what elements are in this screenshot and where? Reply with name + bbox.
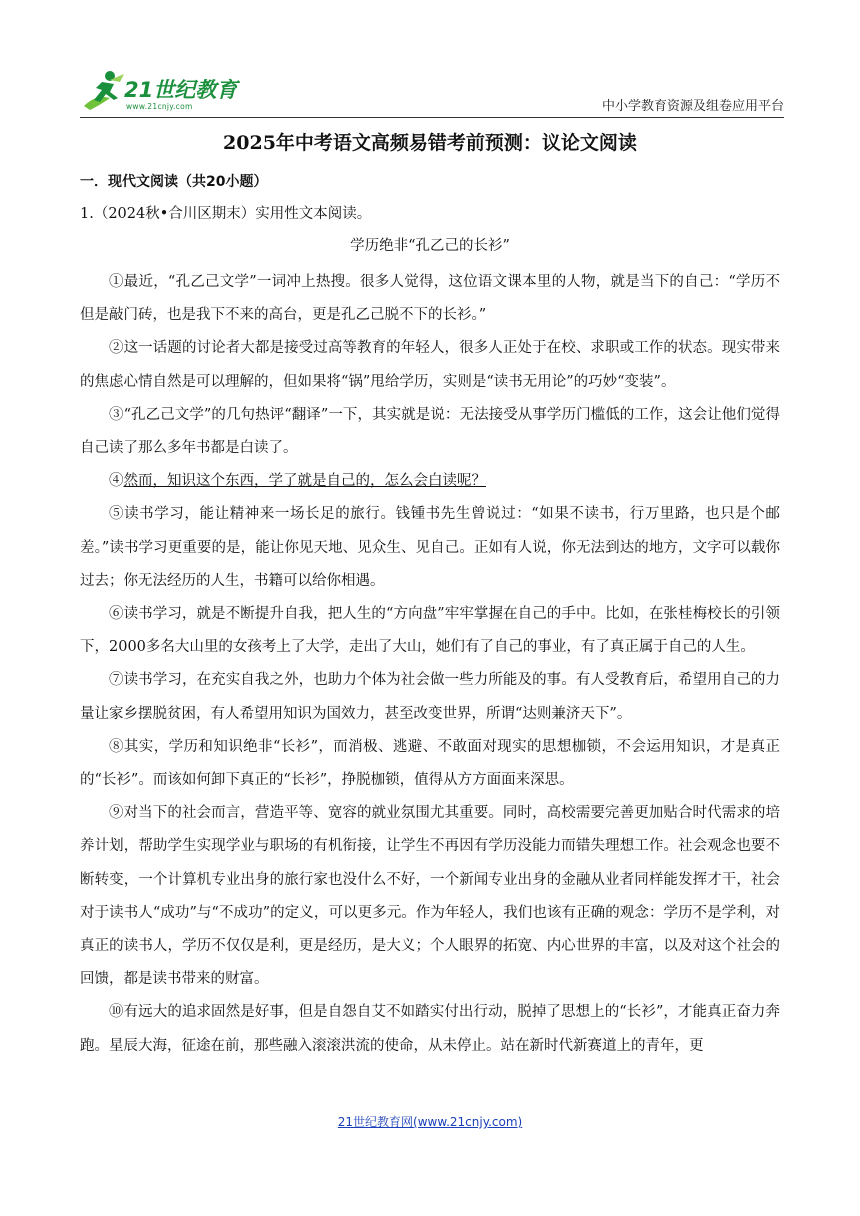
paragraph-10: ⑩有远大的追求固然是好事，但是自怨自艾不如踏实付出行动，脱掉了思想上的“长衫”，才能真正奋力奔跑。星辰大海，征途在前，那些融入滚滚洪流的使命，从未停止。站在新时代新赛道上的青年，更 [80,1004,780,1054]
question-stem: 1.（2024秋•合川区期末）实用性文本阅读。 [80,206,372,222]
paragraph-7: ⑦读书学习，在充实自我之外，也助力个体为社会做一些力所能及的事。有人受教育后，希望用自己的力量让家乡摆脱贫困，有人希望用知识为国效力，甚至改变世界，所谓“达则兼济天下”。 [80,672,780,722]
logo-text: 21世纪教育 [124,78,238,102]
paragraph-number: ④ [109,473,124,490]
platform-name: 中小学教育资源及组卷应用平台 [601,99,784,114]
paragraph-3: ③“孔乙己文学”的几句热评“翻译”一下，其实就是说：无法接受从事学历门槛低的工作，这会让他们觉得自己读了那么多年书都是白读了。 [80,406,780,457]
section-heading: 一．现代文阅读（共20小题） [80,174,268,190]
paragraph-5: ⑤读书学习，能让精神来一场长足的旅行。钱锺书先生曾说过：“如果不读书，行万里路，也只是个邮差。”读书学习更重要的是，能让你见天地、见众生、见自己。正如有人说，你无法到达的地方，文字可以载你过去；你无法经历的人生，书籍可以给你相遇。 [80,506,780,589]
paragraph-8: ⑧其实，学历和知识绝非“长衫”，而消极、逃避、不敢面对现实的思想枷锁，不会运用知识，才是真正的“长衫”。而该如何卸下真正的“长衫”，挣脱枷锁，值得从方方面面来深思。 [80,738,780,789]
header-divider [80,117,784,118]
article-title: 学历绝非“孔乙己的长衫” [350,238,510,254]
logo [80,68,255,114]
underlined-sentence: 然而，知识这个东西，学了就是自己的，怎么会白读呢？ [123,473,486,490]
paragraph-6: ⑥读书学习，就是不断提升自我，把人生的“方向盘”牢牢掌握在自己的手中。比如，在张桂梅校长的引领下，2000多名大山里的女孩考上了大学，走出了大山，她们有了自己的事业，有了真正属于自己的人生。 [80,606,780,656]
page-header [80,62,784,120]
runner-logo-icon [80,68,126,114]
logo-url: www.21cnjy.com [126,102,193,111]
page-title: 2025年中考语文高频易错考前预测：议论文阅读 [223,132,637,154]
paragraph-1: ①最近，“孔乙己文学”一词冲上热搜。很多人觉得，这位语文课本里的人物，就是当下的自己：“学历不但是敲门砖，也是我下不来的高台，更是孔乙己脱不下的长衫。” [80,274,780,324]
paragraph-2: ②这一话题的讨论者大都是接受过高等教育的年轻人，很多人正处于在校、求职或工作的状态。现实带来的焦虑心情自然是可以理解的，但如果将“锅”甩给学历，实则是“读书无用论”的巧妙“变装”。 [80,340,780,390]
paragraph-9: ⑨对当下的社会而言，营造平等、宽容的就业氛围尤其重要。同时，高校需要完善更加贴合时代需求的培养计划，帮助学生实现学业与职场的有机衔接，让学生不再因有学历没能力而错失理想工作。社会观念也要不断转变，一个计算机专业出身的旅行家也没什么不好，一个新闻专业出身的金融从业者同样能发挥才干，社会对于读书人“成功”与“不成功”的定义，可以更多元。作为年轻人，我们也该有正确的观念：学历不是学利，对真正的读书人，学历不仅仅是利，更是经历，是大义；个人眼界的拓宽、内心世界的丰富，以及对这个社会的回馈，都是读书带来的财富。 [80,805,780,988]
footer-link[interactable]: 21世纪教育网(www.21cnjy.com) [337,1115,523,1129]
paragraph-4-underlined [80,465,780,498]
document-body [80,172,780,1063]
